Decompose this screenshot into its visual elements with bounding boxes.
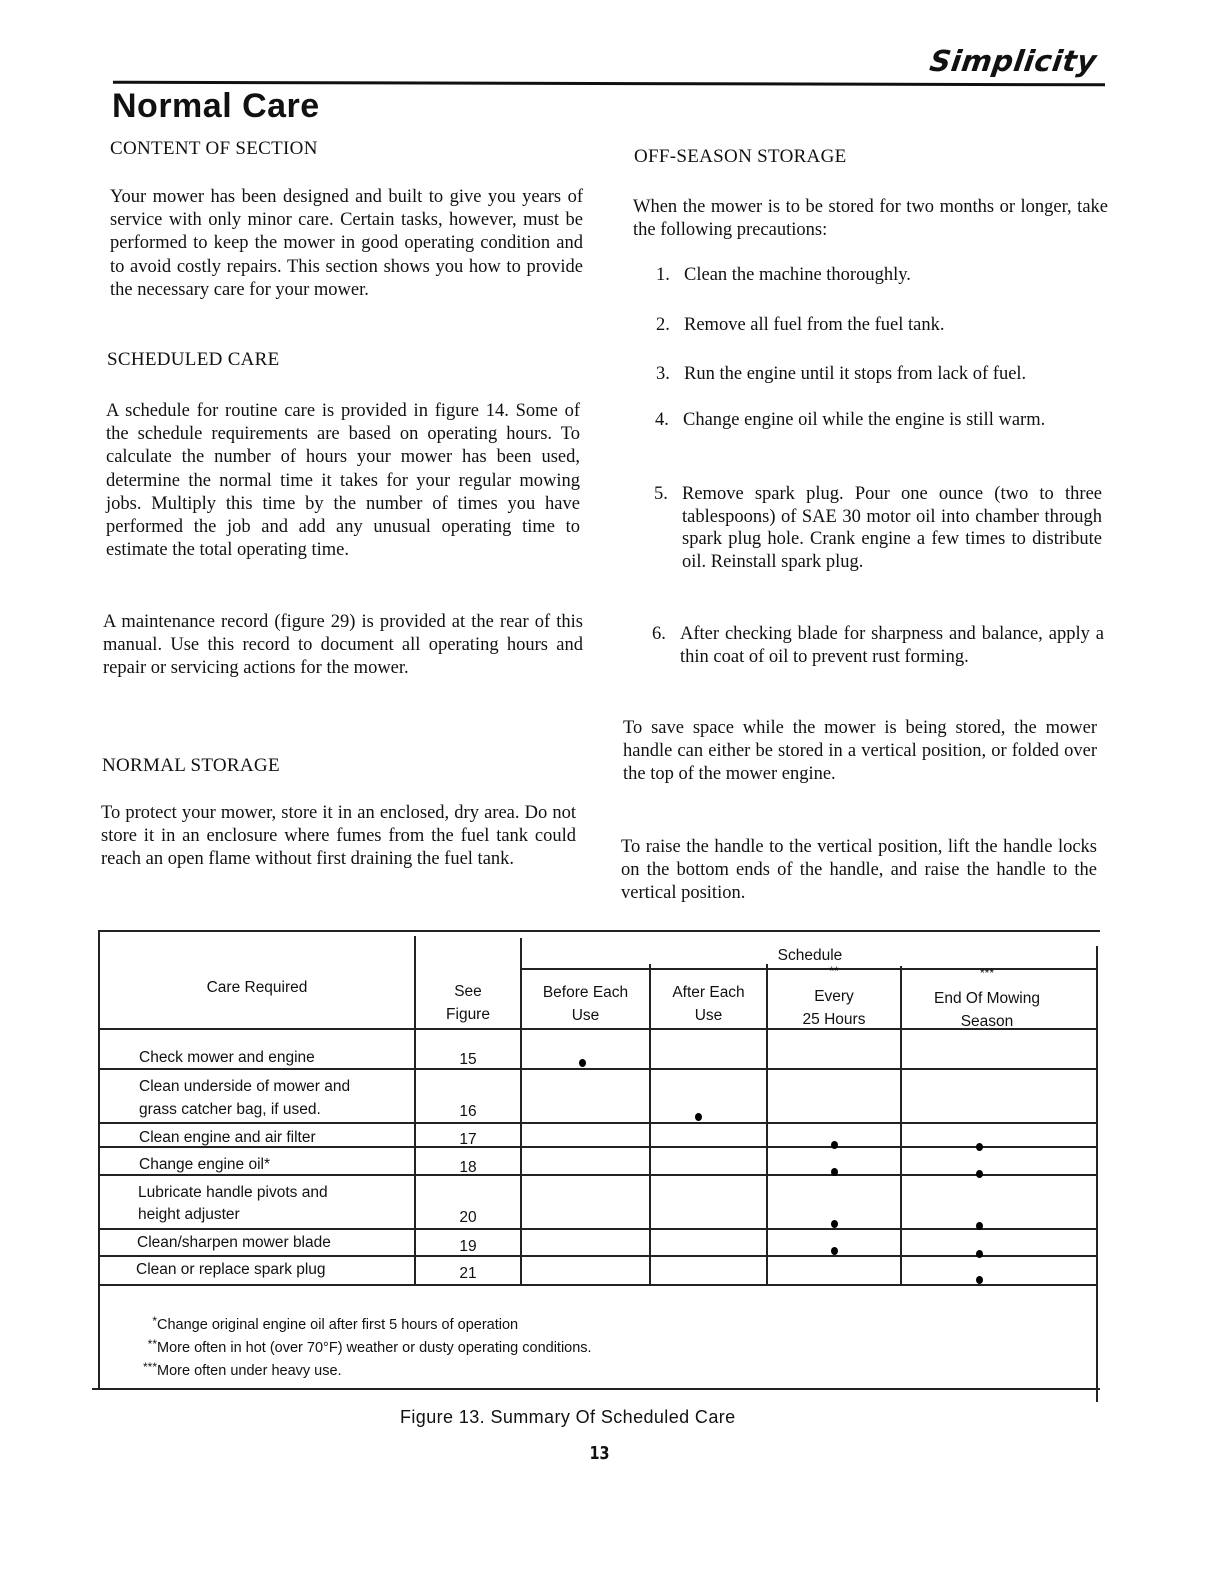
list-number: 1. bbox=[656, 265, 670, 285]
list-number: 5. bbox=[654, 484, 668, 504]
section-heading-scheduled-care: SCHEDULED CARE bbox=[107, 349, 280, 370]
task-cell: Clean underside of mower and bbox=[139, 1078, 351, 1095]
handle-storage-paragraph: To save space while the mower is being stored, the mower handle can either be stored in a vertical position, or folded over the top of the mower engine. bbox=[623, 718, 1097, 785]
header-after-each: After Each bbox=[672, 984, 745, 1001]
header-before-each: Before Each bbox=[542, 984, 629, 1001]
list-text: Change engine oil while the engine is still warm. bbox=[683, 410, 1046, 430]
raise-handle-paragraph: To raise the handle to the vertical position, lift the handle locks on the bottom ends of the handle, and raise the handle to the vertical position. bbox=[621, 837, 1097, 904]
schedule-dot bbox=[976, 1250, 983, 1258]
brand-logo: Simplicity bbox=[927, 44, 1099, 78]
footnote bbox=[135, 1356, 835, 1382]
task-cell: height adjuster bbox=[138, 1206, 240, 1223]
list-text: After checking blade for sharpness and balance, apply a thin coat of oil to prevent rust forming. bbox=[680, 624, 1104, 667]
normal-storage-paragraph: To protect your mower, store it in an enclosed, dry area. Do not store it in an enclosure where fumes from the fuel tank could reach an open flame without first draining the fuel tank. bbox=[101, 803, 576, 870]
schedule-dot bbox=[976, 1170, 983, 1178]
schedule-dot bbox=[831, 1168, 838, 1176]
footnote-text: More often in hot (over 70°F) weather or dusty operating conditions. bbox=[157, 1340, 592, 1356]
footnote-mark: *** bbox=[142, 1360, 157, 1374]
footnote-mark: * bbox=[152, 1314, 157, 1328]
row-divider bbox=[98, 1284, 1098, 1286]
list-number: 3. bbox=[656, 364, 670, 384]
scheduled-care-paragraph-1: A schedule for routine care is provided in figure 14. Some of the schedule requirements are based on operating hours. To calculate the number of hours your mower has been used, determine the normal time it takes for your regular mowing jobs. Multiply this time by the number of times you have performed the job and add any unusual operating time to estimate the total operating time. bbox=[106, 401, 580, 561]
task-cell: Lubricate handle pivots and bbox=[138, 1184, 328, 1201]
header-before-use: Use bbox=[571, 1007, 600, 1024]
schedule-dot bbox=[976, 1222, 983, 1230]
scheduled-care-table bbox=[92, 930, 1100, 1390]
figure-cell: 18 bbox=[459, 1159, 477, 1176]
list-item bbox=[656, 264, 1106, 288]
table-border-bottom bbox=[92, 1388, 1100, 1390]
task-cell: Clean engine and air filter bbox=[139, 1129, 316, 1146]
task-cell: Check mower and engine bbox=[139, 1049, 315, 1066]
page-title: Normal Care bbox=[112, 87, 320, 125]
schedule-dot bbox=[831, 1220, 838, 1228]
schedule-dot bbox=[579, 1059, 586, 1067]
list-number: 6. bbox=[652, 624, 666, 644]
row-divider bbox=[98, 1255, 1098, 1257]
list-number: 2. bbox=[656, 315, 670, 335]
task-cell: grass catcher bag, if used. bbox=[139, 1101, 321, 1118]
header-schedule: Schedule bbox=[777, 947, 843, 964]
figure-caption: Figure 13. Summary Of Scheduled Care bbox=[400, 1407, 736, 1427]
figure-cell: 19 bbox=[459, 1238, 477, 1255]
footnote-mark: ** bbox=[147, 1337, 157, 1351]
header-every: Every bbox=[814, 988, 854, 1005]
task-cell: Change engine oil* bbox=[139, 1156, 270, 1173]
list-text: Clean the machine thoroughly. bbox=[684, 265, 911, 285]
header-rule bbox=[113, 81, 1105, 87]
section-heading-content: CONTENT OF SECTION bbox=[110, 138, 318, 159]
list-item bbox=[654, 483, 1104, 598]
page-number: 13 bbox=[589, 1443, 610, 1464]
header-see: See bbox=[454, 983, 482, 1000]
schedule-dot bbox=[976, 1143, 983, 1151]
list-text: Remove spark plug. Pour one ounce (two to three tablespoons) of SAE 30 motor oil into chamber through spark plug hole. Crank engine a few times to distribute oil. Reinstall spark plug. bbox=[682, 484, 1102, 572]
table-border-top bbox=[98, 930, 1100, 932]
figure-cell: 17 bbox=[459, 1131, 477, 1148]
task-cell: Clean or replace spark plug bbox=[136, 1261, 326, 1278]
content-paragraph: Your mower has been designed and built to give you years of service with only minor care. Certain tasks, however, must be performed to keep the mower in good operating condition and to avoid costly repairs. This section shows you how to provide the necessary care for your mower. bbox=[110, 187, 583, 300]
row-divider bbox=[98, 1228, 1098, 1230]
header-end-of-mowing: End Of Mowing bbox=[934, 990, 1040, 1007]
header-25-hours: 25 Hours bbox=[802, 1011, 866, 1028]
schedule-dot bbox=[831, 1247, 838, 1255]
figure-cell: 20 bbox=[459, 1209, 477, 1226]
list-item bbox=[656, 363, 1106, 387]
row-divider bbox=[98, 1122, 1098, 1124]
section-heading-off-season: OFF-SEASON STORAGE bbox=[634, 146, 847, 167]
off-season-intro: When the mower is to be stored for two months or longer, take the following precautions: bbox=[633, 197, 1108, 241]
list-number: 4. bbox=[655, 410, 669, 430]
list-text: Remove all fuel from the fuel tank. bbox=[684, 315, 945, 335]
footnote-text: More often under heavy use. bbox=[157, 1363, 342, 1379]
task-cell: Clean/sharpen mower blade bbox=[137, 1234, 331, 1251]
figure-cell: 16 bbox=[459, 1103, 477, 1120]
section-heading-normal-storage: NORMAL STORAGE bbox=[102, 755, 280, 776]
list-item bbox=[655, 409, 1105, 457]
footnote-text: Change original engine oil after first 5 hours of operation bbox=[157, 1317, 519, 1333]
header-end-mark: *** bbox=[979, 966, 994, 980]
scheduled-care-paragraph-2: A maintenance record (figure 29) is provided at the rear of this manual. Use this record to document all operating hours and repair or servicing actions for the mower. bbox=[103, 612, 583, 679]
header-every-mark: ** bbox=[829, 964, 839, 978]
figure-cell: 21 bbox=[459, 1265, 477, 1282]
header-care-required: Care Required bbox=[206, 979, 308, 996]
figure-cell: 15 bbox=[459, 1051, 477, 1068]
list-text: Run the engine until it stops from lack of fuel. bbox=[684, 364, 1027, 384]
schedule-dot bbox=[976, 1276, 983, 1284]
header-season: Season bbox=[960, 1013, 1014, 1030]
list-item bbox=[652, 623, 1104, 693]
list-item bbox=[656, 314, 1106, 338]
schedule-dot bbox=[831, 1141, 838, 1149]
schedule-dot bbox=[695, 1113, 702, 1121]
header-figure: Figure bbox=[446, 1006, 490, 1023]
header-after-use: Use bbox=[694, 1007, 723, 1024]
